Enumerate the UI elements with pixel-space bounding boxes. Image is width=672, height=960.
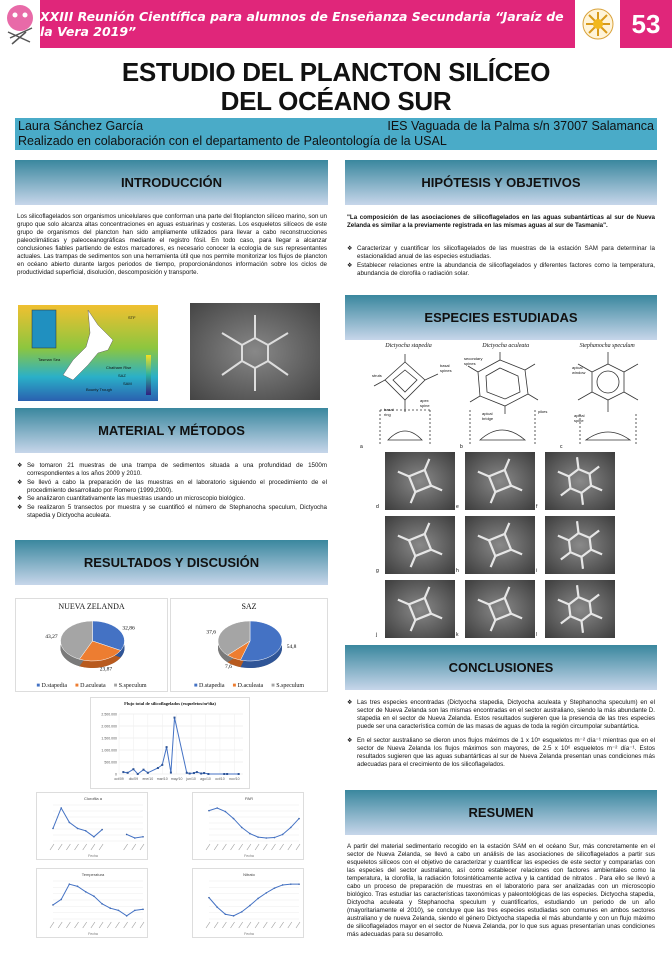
flux-line-chart bbox=[90, 697, 250, 789]
panel-letter: k bbox=[456, 632, 459, 638]
section-heading-species: ESPECIES ESTUDIADAS bbox=[345, 295, 657, 340]
data-point bbox=[196, 771, 198, 773]
x-tick-label bbox=[296, 844, 300, 850]
data-point bbox=[238, 773, 240, 775]
diagram-label: apical window bbox=[572, 365, 586, 375]
x-tick-label bbox=[206, 844, 210, 850]
data-point bbox=[166, 746, 168, 748]
objectives-list bbox=[347, 245, 655, 278]
par-chart bbox=[192, 792, 304, 860]
x-tick-label bbox=[50, 922, 54, 928]
chart-title: Clorofila a bbox=[83, 796, 103, 801]
nitrate-chart bbox=[192, 868, 304, 938]
x-tick-label bbox=[239, 844, 243, 850]
map-label-tasman: Tasman Sea bbox=[38, 357, 61, 362]
x-tick-label bbox=[247, 922, 251, 928]
x-tick-label bbox=[239, 922, 243, 928]
authors-bar bbox=[15, 118, 657, 150]
x-tick-label bbox=[222, 922, 226, 928]
panel-letter: j bbox=[376, 632, 378, 638]
sem-photo bbox=[536, 516, 615, 574]
x-tick-label bbox=[280, 922, 284, 928]
x-tick-label: ene/10 bbox=[142, 777, 154, 781]
data-point bbox=[132, 768, 134, 770]
data-point bbox=[157, 767, 159, 769]
pie-title: NUEVA ZELANDA bbox=[58, 602, 125, 611]
pie-chart-saz bbox=[170, 598, 328, 692]
svg-text:b: b bbox=[460, 444, 463, 448]
diagram-label: basal spines bbox=[440, 363, 452, 373]
y-tick-label: 1.000.000 bbox=[101, 748, 117, 753]
x-tick-label bbox=[132, 844, 136, 850]
chlorophyll-chart bbox=[36, 792, 148, 860]
x-tick-label bbox=[66, 844, 70, 850]
map-label-chatham: Chatham Rise bbox=[106, 365, 132, 370]
title-line-2: DEL OCÉANO SUR bbox=[220, 86, 452, 116]
x-tick-label: ago/10 bbox=[200, 777, 211, 781]
x-tick-label bbox=[115, 922, 119, 928]
data-point bbox=[161, 764, 163, 766]
pie-data-label: 7,6 bbox=[224, 664, 232, 671]
species-name: Dictyocha aculeata bbox=[482, 343, 530, 349]
x-tick-label bbox=[99, 922, 103, 928]
x-tick-label: may/10 bbox=[170, 777, 183, 781]
sem-photo bbox=[456, 452, 538, 510]
legend-entry: ■ S.speculum bbox=[271, 683, 305, 689]
panel-letter: l bbox=[536, 632, 538, 638]
x-tick-label bbox=[263, 844, 267, 850]
pie-data-label: 43,27 bbox=[45, 634, 58, 641]
section-heading-conclusions: CONCLUSIONES bbox=[345, 645, 657, 690]
section-heading-results: RESULTADOS Y DISCUSIÓN bbox=[15, 540, 328, 585]
x-tick-label bbox=[83, 922, 87, 928]
x-tick-label bbox=[296, 922, 300, 928]
x-axis-label: Fecha bbox=[88, 854, 98, 858]
intro-text: Los silicoflagelados son organismos unicelulares que conforman una parte del fitoplancton silíceo marino, son un grupo que solo alcanza altas concentraciones en aguas estuarinas y costeras. Los esqueletos silíceos de este grupo de organismos del plancton han sido ampliamente utilizados para llevar a cabo reconstrucciones paleoclimáticas y paleoceanográficas mediante el registro fósil. En todo caso, para llegar a alcanzar conclusiones fiables partiendo de estos marcadores, es necesario conocer la ecología de sus representantes actuales. Las trampas de sedimentos son una herramienta útil que nos permite monitorizar los flujos de plancton en océano abierto durante largos periodos de tiempo, proporcionándonos información sobre los ciclos de productividad superficial, disolución, descomposición y transporte. bbox=[17, 213, 327, 276]
meeting-logo bbox=[2, 2, 38, 46]
x-tick-label: mar/10 bbox=[156, 777, 168, 781]
diagram-label: secondary spines bbox=[464, 356, 483, 366]
sem-photo bbox=[536, 580, 615, 638]
diagram-label: pikes bbox=[538, 409, 548, 414]
map-label-bounty: Bounty Trough bbox=[86, 387, 113, 392]
pie-data-label: 23,87 bbox=[99, 666, 113, 673]
y-tick-label: 0 bbox=[115, 772, 117, 777]
x-tick-label: oct/10 bbox=[215, 777, 225, 781]
x-tick-label bbox=[288, 922, 292, 928]
sem-photo bbox=[376, 580, 455, 638]
sun-seal-logo bbox=[578, 2, 618, 46]
school-address: IES Vaguada de la Palma s/n 37007 Salamanca bbox=[387, 119, 654, 133]
panel-letter: g bbox=[376, 568, 379, 574]
x-tick-label bbox=[83, 844, 87, 850]
sem-photo-grid bbox=[376, 452, 615, 640]
x-tick-label bbox=[280, 844, 284, 850]
pie-data-label: 54,8 bbox=[286, 644, 297, 651]
x-tick-label bbox=[140, 922, 144, 928]
section-heading-intro: INTRODUCCIÓN bbox=[15, 160, 328, 205]
sem-photo bbox=[456, 516, 538, 574]
x-tick-label bbox=[58, 922, 62, 928]
species-diagram bbox=[360, 343, 660, 448]
x-tick-label bbox=[255, 922, 259, 928]
x-tick-label bbox=[231, 922, 235, 928]
x-axis-label: Fecha bbox=[244, 932, 254, 936]
data-point bbox=[186, 772, 188, 774]
pie-data-label: 37,6 bbox=[206, 629, 216, 636]
data-point bbox=[189, 773, 191, 775]
x-tick-label bbox=[50, 844, 54, 850]
panel-letter: d bbox=[376, 504, 379, 510]
map-label-saz: SAZ bbox=[118, 373, 126, 378]
x-tick-label bbox=[214, 922, 218, 928]
temperature-chart bbox=[36, 868, 148, 938]
diagram-label: basal ring bbox=[384, 407, 394, 417]
diagram-label: apical spine bbox=[574, 413, 585, 423]
sem-photo bbox=[536, 452, 615, 510]
svg-text:a: a bbox=[360, 444, 363, 448]
event-banner: XXIII Reunión Científica para alumnos de Enseñanza Secundaria “Jaraíz de la Vera 2019” bbox=[40, 0, 575, 48]
pie-chart-nz bbox=[15, 598, 168, 692]
x-tick-label bbox=[99, 844, 103, 850]
hypothesis-quote: "La composición de las asociaciones de silicoflagelados en las aguas subantárticas al sur de Nueva Zelanda es similar a la previamente registrada en las mismas aguas al sur de Tasmania". bbox=[347, 214, 655, 229]
x-tick-label bbox=[75, 844, 79, 850]
x-tick-label bbox=[222, 844, 226, 850]
methods-item: ❖ Se tomaron 21 muestras de una trampa de sedimentos situada a una profundidad de 1500m correspondientes a los años 2009 y 2010. bbox=[17, 462, 327, 478]
pie-data-label: 32,86 bbox=[122, 625, 135, 632]
chart-title: Flujo total de silicoflagelados (esqueletos/m²día) bbox=[124, 701, 216, 706]
x-tick-label bbox=[271, 922, 275, 928]
y-tick-label: 1.500.000 bbox=[101, 736, 117, 741]
legend-entry: ■ D.stapedia bbox=[36, 683, 68, 689]
data-point bbox=[147, 772, 149, 774]
methods-item: ❖ Se analizaron cuantitativamente las muestras usando un microscopio biológico. bbox=[17, 495, 327, 503]
conclusion-item: ❖ Las tres especies encontradas (Dictyocha stapedia, Dictyocha aculeata y Stephanocha speculum) en el sector de Nueva Zelanda son las mismas encontradas en el sector australiano, siendo la más abundante D. stapedia en el sector de Nueva Zelanda. Estos resultados sugieren que la presencia de las tres especies puede ser una característica común de las masas de aguas de toda la región circumpolar subantártica. bbox=[347, 699, 655, 731]
data-point bbox=[174, 717, 176, 719]
legend-entry: ■ D.aculeata bbox=[75, 683, 106, 689]
x-tick-label bbox=[91, 844, 95, 850]
legend-entry: ■ D.stapedia bbox=[193, 683, 225, 689]
panel-letter: e bbox=[456, 504, 459, 510]
x-tick-label bbox=[255, 844, 259, 850]
data-point bbox=[200, 773, 202, 775]
collaboration: Realizado en colaboración con el departamento de Paleontología de la USAL bbox=[18, 134, 447, 148]
pie-title: SAZ bbox=[241, 602, 257, 611]
y-tick-label: 500.000 bbox=[104, 760, 117, 765]
diagram-label: struts bbox=[372, 373, 382, 378]
x-tick-label bbox=[206, 922, 210, 928]
methods-item: ❖ Se llevó a cabo la preparación de las muestras en el laboratorio siguiendo el procedimiento de el procedimiento desarrollado por Romero (1999,2000). bbox=[17, 479, 327, 495]
chart-title: Nitrato bbox=[243, 872, 255, 877]
x-axis-label: Fecha bbox=[244, 854, 254, 858]
series-line bbox=[53, 808, 102, 837]
data-point bbox=[207, 773, 209, 775]
conclusion-item: ❖ En el sector australiano se dieron unos flujos máximos de 1 x 10⁵ esqueletos m⁻² día⁻¹ mientras que en el sector de Nueva Zelanda los flujos máximos son mayores, de 2.5 x 10⁶ esqueletos m⁻² día⁻¹. Estos resultados sugieren que las aguas subantárticas al sur de Nueva Zelanda presentan unas condiciones más adecuadas para el crecimiento de los silicoflagelados. bbox=[347, 737, 655, 769]
x-tick-label: oct/09 bbox=[114, 777, 124, 781]
chart-title: PAR bbox=[245, 796, 253, 801]
x-tick-label bbox=[107, 922, 111, 928]
data-point bbox=[137, 773, 139, 775]
map-label-sam: SAM bbox=[123, 381, 132, 386]
data-point bbox=[226, 773, 228, 775]
species-name: Stephanocha speculum bbox=[579, 343, 635, 349]
x-tick-label bbox=[140, 844, 144, 850]
x-tick-label bbox=[214, 844, 218, 850]
data-point bbox=[122, 771, 124, 773]
legend-entry: ■ D.aculeata bbox=[232, 683, 264, 689]
x-tick-label bbox=[263, 922, 267, 928]
map-label-stf: STF bbox=[128, 315, 136, 320]
section-heading-summary: RESUMEN bbox=[345, 790, 657, 835]
species-name: Dictyocha stapedia bbox=[385, 343, 432, 349]
title-line-1: ESTUDIO DEL PLANCTON SILÍCEO bbox=[121, 57, 551, 87]
author-name: Laura Sánchez García bbox=[18, 119, 144, 133]
x-tick-label: nov/10 bbox=[229, 777, 240, 781]
sem-photo bbox=[376, 452, 455, 510]
x-tick-label bbox=[271, 844, 275, 850]
objective-item: ❖ Caracterizar y cuantificar los silicoflagelados de las muestras de la estación SAM para determinar la estacionalidad anual de las especies estudiadas. bbox=[347, 245, 655, 261]
sem-photo bbox=[456, 580, 538, 638]
y-tick-label: 2.500.000 bbox=[101, 712, 117, 717]
data-point bbox=[203, 772, 205, 774]
x-tick-label bbox=[231, 844, 235, 850]
x-tick-label bbox=[124, 844, 128, 850]
x-tick-label: jun/10 bbox=[186, 777, 196, 781]
sem-image-stephanocha bbox=[190, 303, 320, 400]
summary-text: A partir del material sedimentario recogido en la estación SAM en el océano Sur, más concretamente en el sector de Nueva Zelanda, se llevó a cabo un análisis de las asociaciones de silicoflagelados a partir sus esqueletos silíceos con el objetivo de caracterizar y cuantificar las especies de este sector y compararlas con las especies del sector australiano, así como establecer relaciones con factores ambientales como la temperatura, la clorofila, la radiación fotosintéticamente activa y la cantidad de nitratos . Para ello se llevó a cabo un proceso de preparación de muestras en el laboratorio para ser analizadas con un microscopio biológico. Tras estudiar las características taxonómicas y paleontológicas de las especies. Dictyocha stapedia, Dictyocha aculeata y Stephanocha speculum y cuantificarlos, estudiando un periodo de un año (mayoritariamente el 2010), se concluye que las tres especies estudiadas son comunes en ambos sectores australiano y de nueva Zelanda, siendo el género Dictyocha stapedia el más abundante y con un flujo máximo de silicoflagelados mayor en el sector de Nueva Zelanda, por lo que sus aguas presentarían unas condiciones más adecuadas para su desarrollo. bbox=[347, 843, 655, 938]
conclusions-list bbox=[347, 699, 655, 770]
x-tick-label bbox=[91, 922, 95, 928]
x-tick-label bbox=[124, 922, 128, 928]
poster-title bbox=[0, 58, 672, 116]
y-tick-label: 2.000.000 bbox=[101, 724, 117, 729]
sem-photo bbox=[376, 516, 455, 574]
study-area-map bbox=[18, 305, 158, 401]
objective-item: ❖ Establecer relaciones entre la abundancia de silicoflagelados y diferentes factores como la temperatura, abundancia de clorofila o radiación solar. bbox=[347, 262, 655, 278]
panel-letter: i bbox=[536, 568, 538, 574]
data-point bbox=[143, 769, 145, 771]
methods-item: ❖ Se realizaron 5 transectos por muestra y se cuantificó el número de Stephanocha speculum, Dictyocha stapedia y Dictyocha aculeata. bbox=[17, 504, 327, 520]
section-heading-hypothesis: HIPÓTESIS Y OBJETIVOS bbox=[345, 160, 657, 205]
x-tick-label bbox=[247, 844, 251, 850]
x-tick-label bbox=[288, 844, 292, 850]
data-point bbox=[170, 772, 172, 774]
x-tick-label bbox=[132, 922, 136, 928]
x-tick-label bbox=[75, 922, 79, 928]
svg-text:c: c bbox=[560, 444, 563, 448]
x-axis-label: Fecha bbox=[88, 932, 98, 936]
methods-list bbox=[17, 462, 327, 520]
section-heading-methods: MATERIAL Y MÉTODOS bbox=[15, 408, 328, 453]
data-point bbox=[127, 772, 129, 774]
x-tick-label: dic/09 bbox=[128, 777, 139, 781]
diagram-label: apical bridge bbox=[482, 411, 494, 421]
panel-letter: f bbox=[536, 504, 538, 510]
chart-title: Temperatura bbox=[81, 872, 105, 877]
data-point bbox=[223, 773, 225, 775]
data-point bbox=[193, 772, 195, 774]
x-tick-label bbox=[66, 922, 70, 928]
x-tick-label bbox=[58, 844, 62, 850]
diagram-label: apex spine bbox=[420, 398, 430, 408]
panel-letter: h bbox=[456, 568, 459, 574]
legend-entry: ■ S.speculum bbox=[113, 683, 147, 689]
poster-number: 53 bbox=[620, 0, 672, 48]
